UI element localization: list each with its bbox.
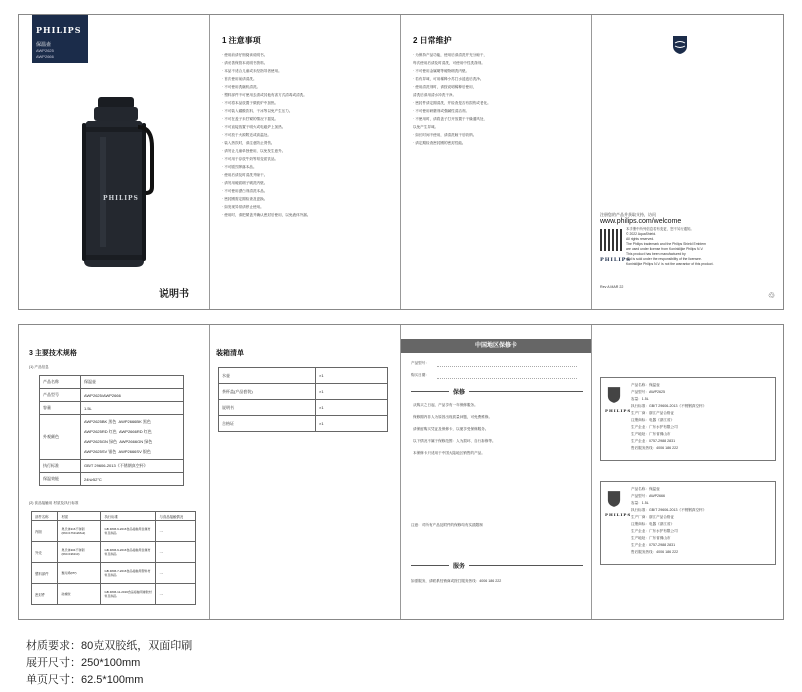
mat-header: 材质 — [58, 512, 101, 521]
mat-cell: GB 4806.9-2016食品接触用金属材料及制品 — [101, 521, 156, 542]
packing-item: 合格证 — [219, 416, 316, 432]
label-line: 生产企业：0757-2988 2831 — [631, 543, 676, 547]
notes-line: · 不可使用洗碗机清洗。 — [222, 85, 261, 89]
print-spec — [26, 638, 192, 689]
notes-line: · 请勿让儿童单独使用，以免发生意外。 — [222, 149, 286, 153]
legal-line: and is sold under the responsibility of the licensee. — [626, 257, 702, 261]
notes-list — [222, 51, 310, 219]
notes-line: · 使用时，请把紧盖并确认密封后使用，以免液体外漏。 — [222, 213, 311, 217]
packing-qty: ×1 — [316, 400, 388, 416]
mat-cell: 外壳 — [32, 542, 58, 563]
model-2: AWP2666 — [36, 54, 54, 59]
color-row — [84, 417, 180, 427]
warranty-section2 — [411, 561, 583, 570]
field-date-line — [437, 378, 577, 379]
legal-line: This product has been manufactured by — [626, 252, 686, 256]
specs-panel — [19, 325, 210, 619]
color-variant: AWP2666GN 绿色 — [119, 439, 153, 444]
manual-sheet-front — [18, 14, 784, 310]
spec-label: 执行标准 — [40, 460, 81, 473]
thermos-bottle-image — [74, 97, 154, 269]
packing-table — [218, 367, 388, 432]
label-line: 生产地址：广东省佛山市 — [631, 536, 671, 540]
label-line: 执行标准：GB/T 29606-2013《不锈钢真空杯》 — [631, 404, 707, 408]
care-list — [413, 51, 491, 147]
legal-block — [626, 227, 714, 267]
notes-line: · 首次使用前请清洗。 — [222, 77, 257, 81]
bottle-brand-mark: PHILIPS — [103, 195, 139, 202]
notes-line: · 不可用于存放牛奶等易变质饮品。 — [222, 157, 279, 161]
care-line: 每次使用后请及时清洗，可使用中性洗涤剂。 — [413, 61, 485, 65]
notes-line: · 使用后请及时清洗并晾干。 — [222, 173, 268, 177]
warranty-heading: 保修 — [453, 390, 466, 396]
label-shield-icon — [607, 386, 621, 409]
color-row — [84, 427, 180, 437]
color-variant: AWP2625SV 银色 — [84, 449, 117, 454]
mat-cell: 一 — [156, 521, 196, 542]
warranty-para: 以下情况不属于保修范围：人为损坏、自行拆修等。 — [413, 439, 496, 443]
notes-line: · 请妥善保管本说明书资料。 — [222, 61, 268, 65]
spec-label: 外观颜色 — [40, 415, 81, 460]
packing-qty: ×1 — [316, 368, 388, 384]
service-text: 如需服务，请联系经销商或拨打服务热线：4006 186 222 — [411, 579, 502, 583]
manual-sheet-back — [18, 324, 784, 620]
notes-line: · 密封圈需定期检查及更换。 — [222, 197, 268, 201]
care-line: · 如长时间不使用，请清洗晾干后收纳。 — [413, 133, 477, 137]
qr-code-icon — [600, 229, 622, 251]
label-lines — [631, 486, 706, 556]
revision: Rev A MAR 22 — [600, 285, 624, 289]
mat-cell: GB 4806.7-2016食品接触用塑料材料及制品 — [101, 563, 156, 584]
label-line: 执行标准：GB/T 29606-2013《不锈钢真空杯》 — [631, 508, 707, 512]
legal-line: The Philips trademark and the Philips Shield Emblem — [626, 242, 706, 246]
legal-line: Koninklijke Philips N.V. is not the warrantor of this product. — [626, 262, 714, 266]
spec-value: 24h≥52°C — [81, 473, 184, 486]
color-variant: AWP2666SV 银色 — [118, 449, 151, 454]
legal-line: © 2022 AquaShield. — [626, 232, 657, 236]
mat-header: 执行标准 — [101, 512, 156, 521]
care-line: · 不使用时，请将盖子打开放置于干燥通风处， — [413, 117, 488, 121]
warranty-para: 请保留购买凭证及保修卡，以便享受保修服务。 — [413, 427, 489, 431]
field-model-line — [437, 366, 577, 367]
mat-cell: 一 — [156, 584, 196, 605]
notes-line: · 请勿用硬质刷子刷洗内壁。 — [222, 181, 268, 185]
label-brand: PHILIPS — [605, 512, 632, 517]
label-line: 生产企业：广东水护有限公司 — [631, 529, 678, 533]
register-text: 注册您的产品并获取支持，访问 — [600, 212, 656, 217]
recycle-icon: ♲ — [768, 291, 776, 300]
philips-shield-icon — [672, 35, 688, 60]
legal-line: are used under license from Koninklijke Philips N.V. — [626, 247, 704, 251]
packing-item: 水壶 — [219, 368, 316, 384]
mat-cell: 密封件 — [32, 584, 58, 605]
warranty-panel — [401, 325, 592, 619]
care-line: · 不可使用金属刷等硬物刷洗内壁。 — [413, 69, 470, 73]
notes-line: · 塑料部件不可使用去渍或其他有害方式清毒或清洗。 — [222, 93, 307, 97]
label-line: 生产厂商：浙江产品合格证 — [631, 411, 675, 415]
label-brand: PHILIPS — [605, 408, 632, 413]
notes-line: · 装入热饮时，请注意防止烫伤。 — [222, 141, 275, 145]
color-variant: AWP2625GN 绿色 — [84, 439, 117, 444]
label-line: 容量：1.5L — [631, 501, 649, 505]
label-line: 售后服务热线：4006 186 222 — [631, 446, 679, 450]
spec-label: 产品型号 — [40, 389, 81, 402]
spec-colors — [81, 415, 184, 460]
register-url[interactable]: www.philips.com/welcome — [600, 218, 682, 225]
label-line: 售后服务热线：4006 186 222 — [631, 550, 679, 554]
care-line: · 密封件请定期清洗，并检查是否有损伤或老化。 — [413, 101, 491, 105]
mat-header: 部件名称 — [32, 512, 58, 521]
color-variant: AWP2625BK 黑色 — [84, 419, 117, 424]
care-line: 以免产生异味。 — [413, 125, 439, 129]
warranty-title-bar — [401, 339, 591, 353]
legal-line: 本手册中所列信息若有变更，恕不另行通知。 — [626, 227, 694, 231]
packing-qty: ×1 — [316, 384, 388, 400]
mat-cell: GB 4806.11-2016食品接触用橡胶材料及制品 — [101, 584, 156, 605]
brand-header — [32, 15, 88, 63]
packing-heading: 装箱清单 — [216, 350, 244, 357]
mat-cell: 塑料部件 — [32, 563, 58, 584]
label-line: 注册商标：电器《浙江省》 — [631, 522, 675, 526]
mat-cell: 一 — [156, 542, 196, 563]
warranty-title: 中国地区保修卡 — [474, 343, 517, 349]
label-line: 生产企业：0757-2988 2831 — [631, 439, 676, 443]
mat-header: 与食品接触情况 — [156, 512, 196, 521]
mat-cell: 奥氏体316不锈钢(06Cr17Ni12Mo2) — [58, 521, 101, 542]
specs-heading: 3 主要技术规格 — [29, 350, 77, 357]
label-line: 生产企业：广东水护有限公司 — [631, 425, 678, 429]
specs-sub2: (2) 食品接触用 材质及执行标准 — [29, 501, 79, 505]
label-line: 生产厂商：浙江产品合格证 — [631, 515, 675, 519]
mat-cell: 奥氏体304不锈钢(06Cr19Ni10) — [58, 542, 101, 563]
labels-panel — [592, 325, 783, 619]
notes-line: · 本品不适合儿童或未经指导者使用。 — [222, 69, 282, 73]
label-line: 生产地址：广东省佛山市 — [631, 432, 671, 436]
print-spec-unfolded: 展开尺寸：250*100mm — [26, 657, 141, 669]
mat-cell: 硅橡胶 — [58, 584, 101, 605]
spec-value: GB/T 29606-2013《不锈钢真空杯》 — [81, 460, 184, 473]
notes-heading: 1 注意事项 — [222, 36, 261, 45]
spec-value: 保温壶 — [81, 376, 184, 389]
color-row — [84, 447, 180, 457]
spec-value: 1.5L — [81, 402, 184, 415]
philips-logo: PHILIPS — [36, 25, 82, 35]
notes-line: · 如发现异常请停止使用。 — [222, 205, 264, 209]
spec-table — [39, 375, 184, 486]
packing-item: 茶杯盖(产品套装) — [219, 384, 316, 400]
notes-line: · 不可放于火源附近或高温处。 — [222, 133, 271, 137]
label-line: 产品型号：AWP2666 — [631, 494, 666, 498]
packing-panel — [210, 325, 401, 619]
warranty-note: 注意：对所有产品及附件的保修均有实践限制 — [411, 523, 483, 527]
field-model: 产品型号： — [411, 361, 429, 365]
service-heading: 服务 — [453, 564, 466, 570]
notes-panel — [210, 15, 401, 309]
notes-line: · 不可在盖子未拧紧的情况下摇晃。 — [222, 117, 279, 121]
warranty-para: 保修期内非人为原因出现质量问题，可免费维修。 — [413, 415, 493, 419]
warranty-paras — [413, 399, 496, 459]
notes-line: · 不可剧烈摔落本品。 — [222, 165, 257, 169]
cover-panel — [19, 15, 210, 309]
care-panel — [401, 15, 592, 309]
label-line: 容量：1.5L — [631, 397, 649, 401]
notes-line: · 不可装入碳酸饮料、干冰等以免产生压力。 — [222, 109, 293, 113]
spec-label: 容量 — [40, 402, 81, 415]
packing-item: 说明书 — [219, 400, 316, 416]
color-variant: AWP2666BK 黑色 — [118, 419, 151, 424]
notes-line: · 不可将本品放置于微波炉中加热。 — [222, 101, 279, 105]
care-line: · 请定期检查密封圈的密封性能。 — [413, 141, 466, 145]
field-date: 购买日期： — [411, 373, 429, 377]
product-type: 保温壶 — [36, 42, 52, 48]
color-row — [84, 437, 180, 447]
notes-line: · 不可使用漂白剂清洗本品。 — [222, 189, 268, 193]
label-line: 注册商标：电器《浙江省》 — [631, 418, 675, 422]
material-table — [31, 511, 196, 605]
care-line: · 不可使用研磨剂或强碱性清洁剂。 — [413, 109, 470, 113]
care-line: · 为保持产品功能，使用后请清洗并充分晾干， — [413, 53, 488, 57]
model-1: AWP2625 — [36, 48, 54, 53]
label-shield-icon — [607, 490, 621, 513]
care-line: · 使用清洗剂时，请按说明稀释后使用， — [413, 85, 477, 89]
label-lines — [631, 382, 706, 452]
print-spec-single: 单页尺寸：62.5*100mm — [26, 674, 144, 686]
care-heading: 2 日常维护 — [413, 36, 452, 45]
mat-cell: 内胆 — [32, 521, 58, 542]
spec-label: 保温效能 — [40, 473, 81, 486]
print-spec-material: 材质要求：80克双胶纸，双面印刷 — [26, 640, 193, 652]
spec-label: 产品名称 — [40, 376, 81, 389]
warranty-para: 从购买之日起，产品享有一年保修服务。 — [413, 403, 478, 407]
back-cover-panel — [592, 15, 783, 309]
label-line: 产品名称：保温壶 — [631, 383, 660, 387]
care-line: 清洗后请用清水冲洗干净。 — [413, 93, 457, 97]
warranty-para: 本保修卡只适用于中国大陆地区销售的产品。 — [413, 451, 485, 455]
care-line: · 若有异味，可用稀释小苏打水浸泡后洗净。 — [413, 77, 484, 81]
product-label — [600, 377, 776, 461]
warranty-section1 — [411, 387, 583, 396]
specs-sub1: (1) 产品信息 — [29, 365, 49, 369]
label-line: 产品名称：保温壶 — [631, 487, 660, 491]
legal-line: All rights reserved. — [626, 237, 655, 241]
mat-cell: GB 4806.9-2016食品接触用金属材料及制品 — [101, 542, 156, 563]
notes-line: · 使用前请仔细阅读说明书。 — [222, 53, 268, 57]
notes-line: · 不可直接放置于明火或电磁炉上加热。 — [222, 125, 286, 129]
product-label — [600, 481, 776, 565]
mat-cell: 聚丙烯(PP) — [58, 563, 101, 584]
label-line: 产品型号：AWP2625 — [631, 390, 666, 394]
back-philips-logo: PHILIPS — [600, 257, 632, 263]
manual-label: 说明书 — [159, 289, 189, 300]
mat-cell: 一 — [156, 563, 196, 584]
packing-qty: ×1 — [316, 416, 388, 432]
spec-value: AWP2625/AWP2666 — [81, 389, 184, 402]
color-variant: AWP2625RD 红色 — [84, 429, 117, 434]
color-variant: AWP2666RD 红色 — [118, 429, 152, 434]
